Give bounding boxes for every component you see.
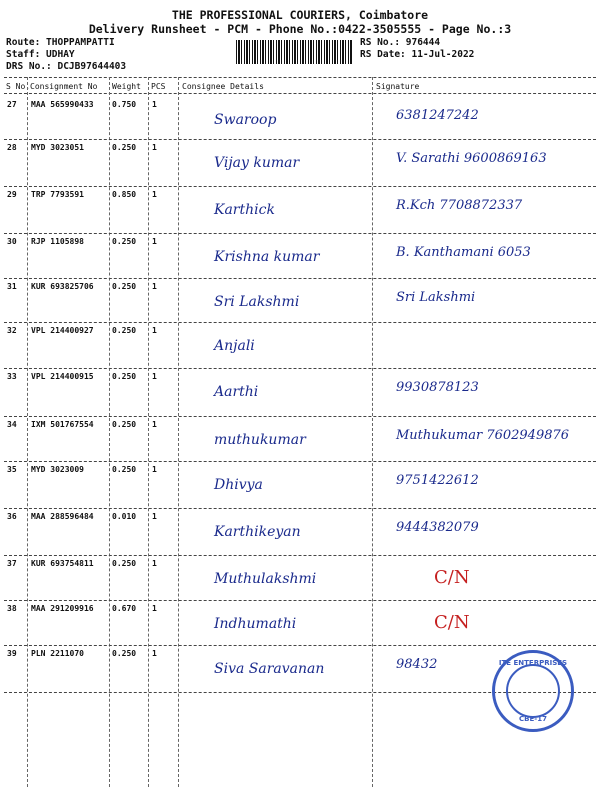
consignee-name: Aarthi (214, 384, 259, 400)
row-weight: 0.750 (112, 100, 137, 109)
runsheet-subtitle: Delivery Runsheet - PCM - Phone No.:0422-3505555 - Page No.:3 (88, 22, 512, 36)
signature: R.Kch 7708872337 (396, 198, 523, 213)
row-consignment-no: MAA 291209916 (31, 604, 94, 613)
row-weight: 0.010 (112, 512, 137, 521)
row-consignment-no: MAA 565990433 (31, 100, 94, 109)
signature: C/N (434, 567, 470, 588)
row-pcs: 1 (152, 465, 157, 474)
col-sno: S No. (6, 82, 31, 91)
row-consignment-no: KUR 693754811 (31, 559, 94, 568)
row-weight: 0.250 (112, 465, 137, 474)
table-row (4, 368, 596, 417)
consignee-name: Vijay kumar (214, 155, 300, 171)
row-consignment-no: IXM 501767554 (31, 420, 94, 429)
row-sno: 38 (7, 604, 17, 613)
row-sno: 37 (7, 559, 17, 568)
signature: B. Kanthamani 6053 (396, 245, 531, 260)
row-sno: 29 (7, 190, 17, 199)
row-pcs: 1 (152, 282, 157, 291)
row-consignment-no: MYD 3023009 (31, 465, 84, 474)
consignee-name: Karthikeyan (214, 524, 301, 540)
col-details: Consignee Details (182, 82, 264, 91)
table-row (4, 555, 596, 601)
row-sno: 27 (7, 100, 17, 109)
row-consignment-no: MYD 3023051 (31, 143, 84, 152)
company-title: THE PROFESSIONAL COURIERS, Coimbatore (171, 8, 429, 22)
col-consignment: Consignment No (30, 82, 98, 91)
consignee-name: Swaroop (214, 112, 277, 128)
consignee-name: Karthick (214, 202, 275, 218)
signature: Sri Lakshmi (396, 290, 476, 305)
signature: 6381247242 (396, 108, 479, 123)
row-weight: 0.250 (112, 237, 137, 246)
row-sno: 34 (7, 420, 17, 429)
row-pcs: 1 (152, 649, 157, 658)
barcode (236, 40, 352, 64)
row-sno: 31 (7, 282, 17, 291)
table-top-rule (4, 77, 596, 78)
rs-number: RS No.: 976444 (360, 37, 441, 48)
table-row (4, 186, 596, 234)
table-row (4, 461, 596, 509)
signature: C/N (434, 612, 470, 633)
signature: 9751422612 (396, 473, 479, 488)
table-row (4, 416, 596, 462)
consignee-name: Dhivya (214, 477, 263, 493)
row-pcs: 1 (152, 190, 157, 199)
row-weight: 0.250 (112, 420, 137, 429)
header-rule (4, 93, 596, 94)
row-weight: 0.670 (112, 604, 137, 613)
table-row (4, 508, 596, 556)
consignee-name: muthukumar (214, 432, 306, 448)
signature: 9444382079 (396, 520, 479, 535)
consignee-name: Siva Saravanan (214, 661, 325, 677)
table-row (4, 139, 596, 187)
row-weight: 0.850 (112, 190, 137, 199)
row-sno: 30 (7, 237, 17, 246)
row-consignment-no: KUR 693825706 (31, 282, 94, 291)
row-consignment-no: RJP 1105898 (31, 237, 84, 246)
consignee-name: Muthulakshmi (214, 571, 317, 587)
consignee-name: Sri Lakshmi (214, 294, 300, 310)
signature: 98432 (396, 657, 438, 672)
row-sno: 35 (7, 465, 17, 474)
consignee-name: Anjali (214, 338, 255, 354)
table-row (4, 600, 596, 646)
row-pcs: 1 (152, 512, 157, 521)
table-row (4, 322, 596, 369)
consignee-name: Indhumathi (214, 616, 297, 632)
stamp-inner-ring (506, 664, 560, 718)
row-consignment-no: MAA 288596484 (31, 512, 94, 521)
row-weight: 0.250 (112, 282, 137, 291)
signature: V. Sarathi 9600869163 (396, 151, 547, 166)
row-weight: 0.250 (112, 326, 137, 335)
row-consignment-no: TRP 7793591 (31, 190, 84, 199)
row-pcs: 1 (152, 372, 157, 381)
row-pcs: 1 (152, 559, 157, 568)
row-pcs: 1 (152, 604, 157, 613)
row-sno: 39 (7, 649, 17, 658)
staff-label: Staff: UDHAY (6, 49, 75, 60)
row-pcs: 1 (152, 143, 157, 152)
stamp-top-text: ITE ENTERPRISES (498, 659, 568, 667)
stamp-bottom-text: CBE-17 (519, 715, 547, 723)
row-weight: 0.250 (112, 372, 137, 381)
row-weight: 0.250 (112, 649, 137, 658)
table-row (4, 96, 596, 140)
row-weight: 0.250 (112, 143, 137, 152)
table-row (4, 278, 596, 323)
row-sno: 33 (7, 372, 17, 381)
row-consignment-no: VPL 214400915 (31, 372, 94, 381)
row-weight: 0.250 (112, 559, 137, 568)
signature: 9930878123 (396, 380, 479, 395)
row-pcs: 1 (152, 237, 157, 246)
row-pcs: 1 (152, 420, 157, 429)
row-consignment-no: VPL 214400927 (31, 326, 94, 335)
row-pcs: 1 (152, 326, 157, 335)
drs-number: DRS No.: DCJB97644403 (6, 61, 127, 72)
rs-date: RS Date: 11-Jul-2022 (360, 49, 475, 60)
col-signature: Signature (376, 82, 420, 91)
row-consignment-no: PLN 2211070 (31, 649, 84, 658)
col-weight: Weight (112, 82, 141, 91)
row-pcs: 1 (152, 100, 157, 109)
row-sno: 32 (7, 326, 17, 335)
row-sno: 36 (7, 512, 17, 521)
col-pcs: PCS (151, 82, 166, 91)
table-row (4, 233, 596, 279)
company-stamp (492, 650, 574, 732)
consignee-name: Krishna kumar (214, 249, 320, 265)
route-label: Route: THOPPAMPATTI (6, 37, 115, 48)
row-sno: 28 (7, 143, 17, 152)
signature: Muthukumar 7602949876 (396, 428, 570, 443)
